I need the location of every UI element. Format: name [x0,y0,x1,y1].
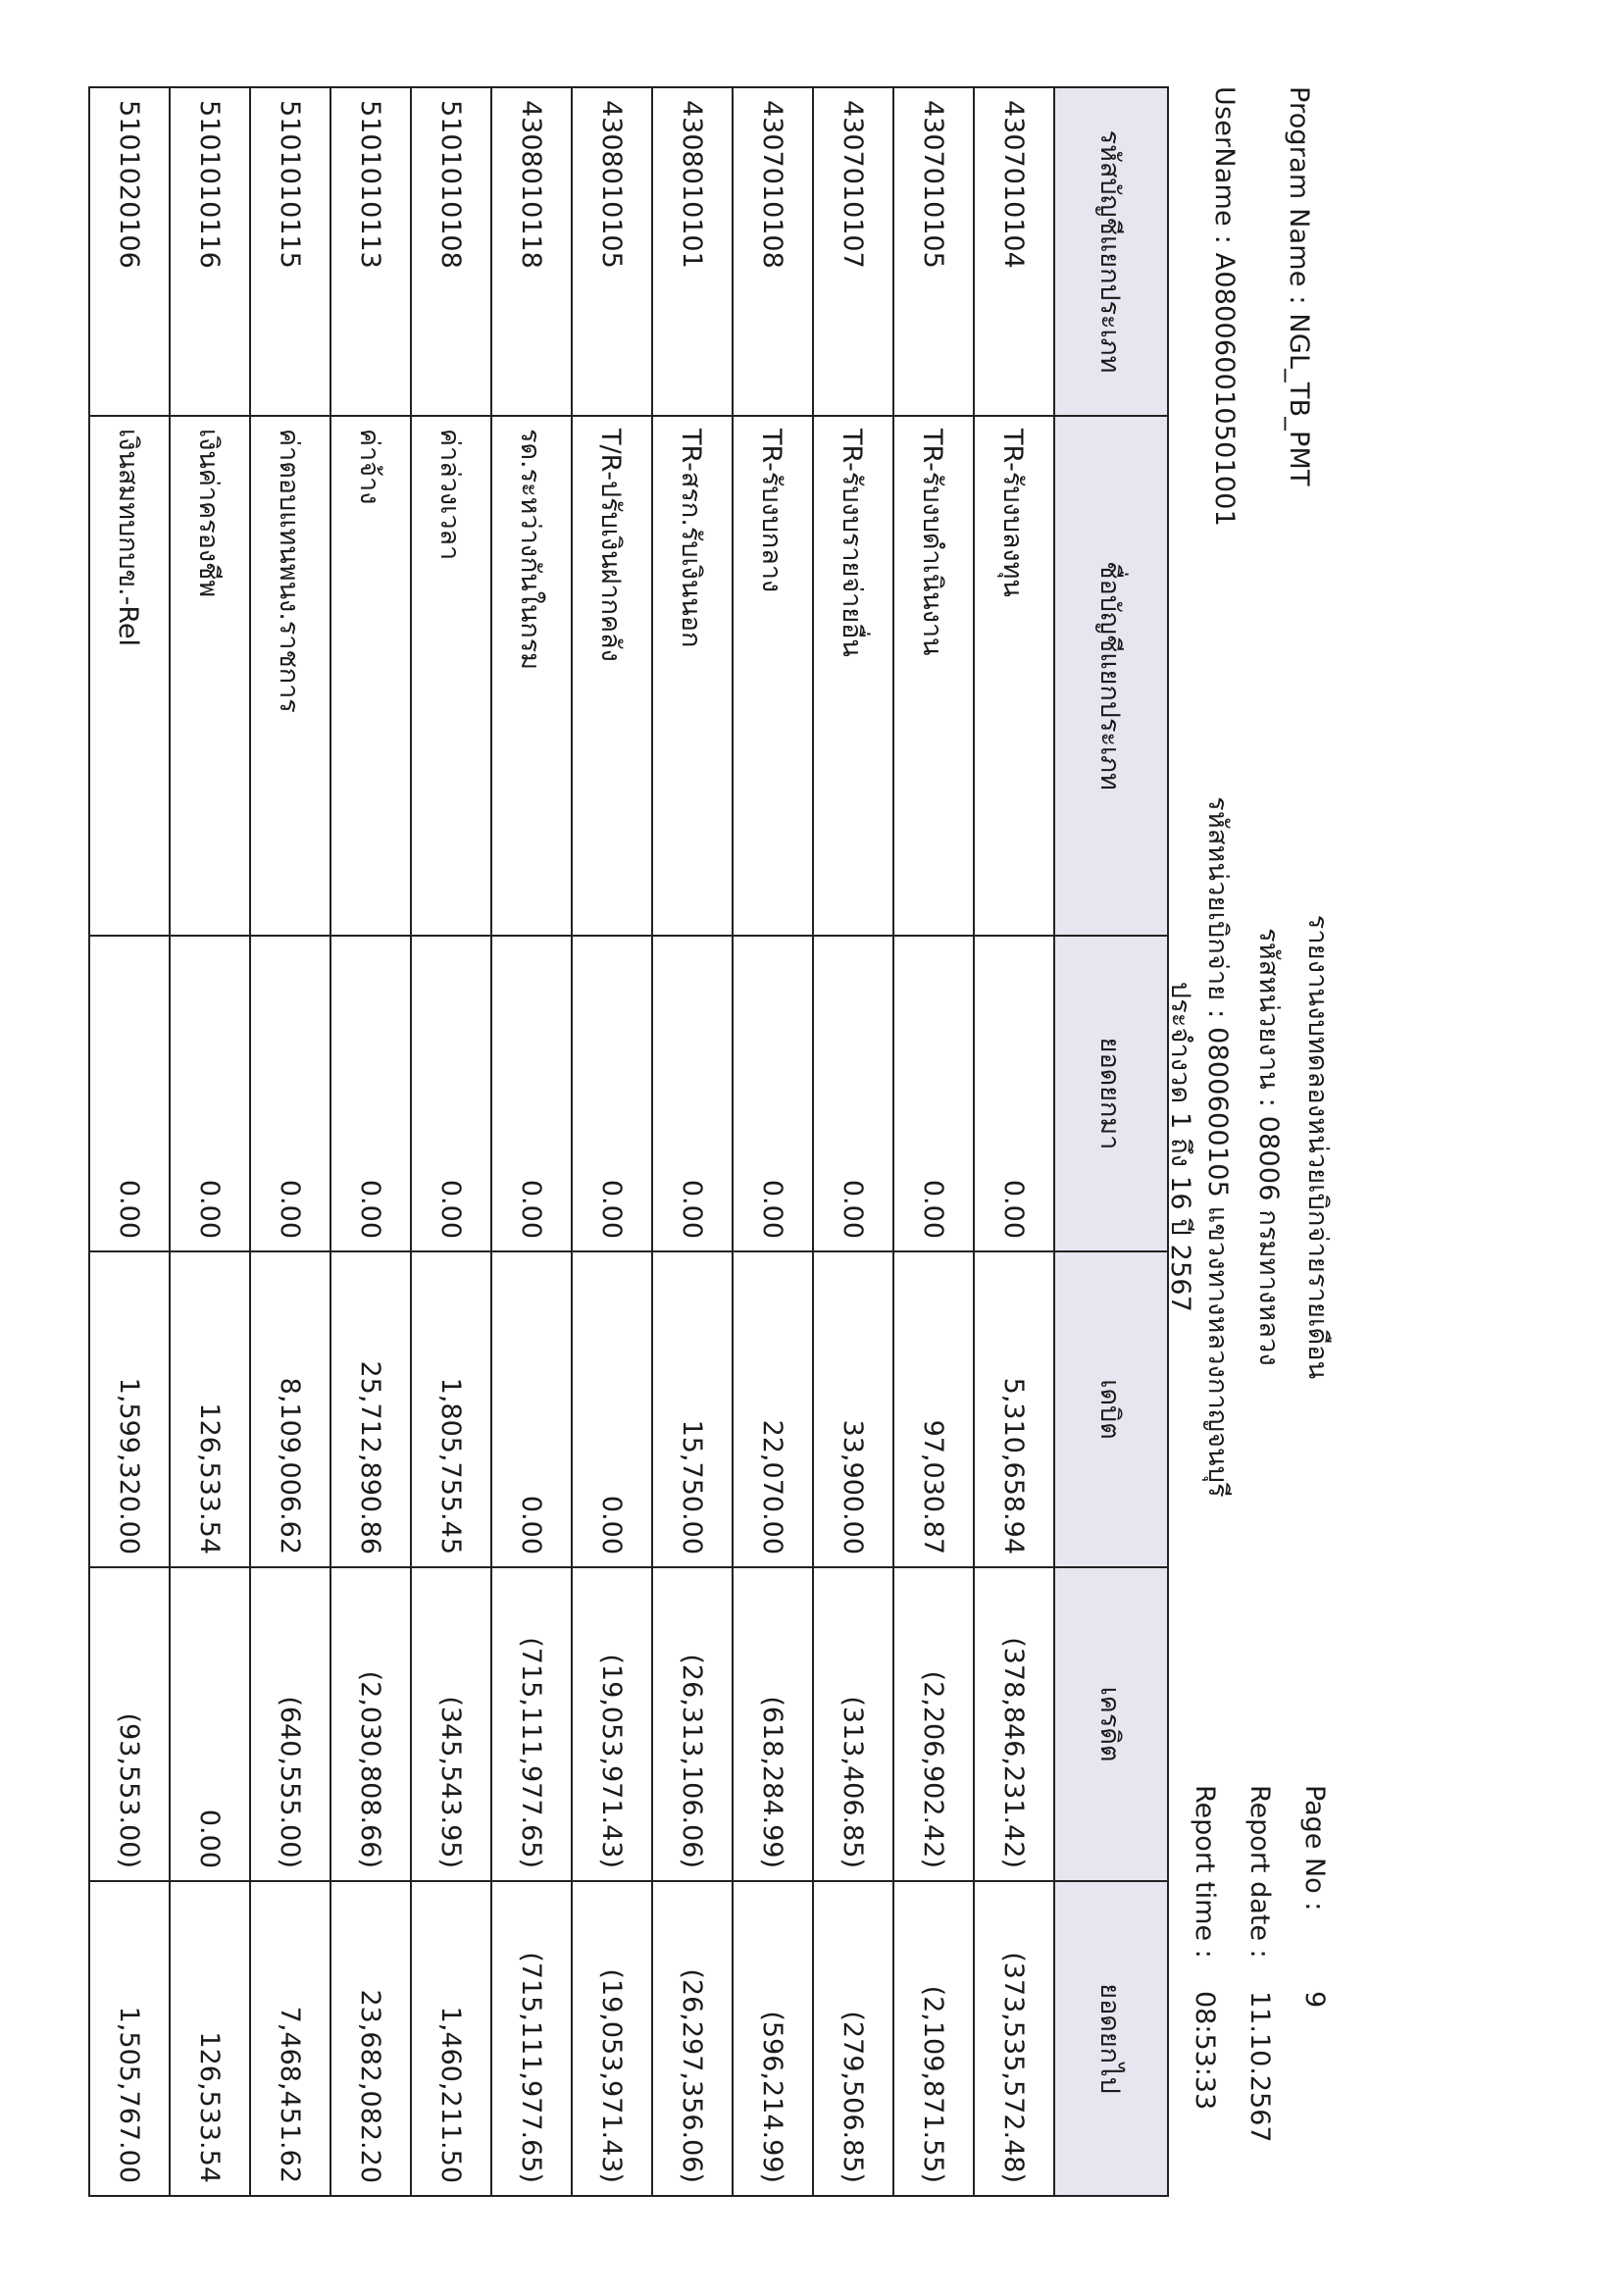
debit: 0.00 [491,1251,572,1567]
account-code: 4308010105 [572,87,652,416]
closing-balance: (596,214.99) [733,1881,813,2196]
debit: 5,310,658.94 [974,1251,1054,1567]
closing-balance: (279,506.85) [813,1881,893,2196]
closing-balance: 126,533.54 [170,1881,250,2196]
debit: 97,030.87 [893,1251,974,1567]
opening-balance: 0.00 [733,936,813,1251]
opening-balance: 0.00 [813,936,893,1251]
opening-balance: 0.00 [89,936,170,1251]
credit: (618,284.99) [733,1567,813,1881]
opening-balance: 0.00 [330,936,411,1251]
credit: (26,313,106.06) [652,1567,733,1881]
table-row [733,87,813,2196]
closing-balance: 23,682,082.20 [330,1881,411,2196]
debit: 22,070.00 [733,1251,813,1567]
account-code: 5101010108 [411,87,491,416]
account-code: 4307010107 [813,87,893,416]
table-row [813,87,893,2196]
report-date-value: 11.10.2567 [1244,1991,1275,2143]
col-header-debit: เดบิต [1054,1251,1168,1567]
credit: (19,053,971.43) [572,1567,652,1881]
debit: 126,533.54 [170,1251,250,1567]
debit: 25,712,890.86 [330,1251,411,1567]
account-name: TR-สรก.รับเงินนอก [652,416,733,936]
table-row [170,87,250,2196]
page-no-label: Page No : [1299,1785,1330,1912]
username: UserName : A080060010501001 [1209,86,1240,528]
account-name: ค่าตอบแทนพนง.ราชการ [250,416,330,936]
closing-balance: (373,535,572.48) [974,1881,1054,2196]
agency-code: รหัสหน่วยงาน : 08006 กรมทางหลวง [1253,928,1284,1366]
account-code: 5101020106 [89,87,170,416]
credit: (313,406.85) [813,1567,893,1881]
table-row [491,87,572,2196]
account-name: เงินค่าครองชีพ [170,416,250,936]
col-header-account-name: ชื่อบัญชีแยกประเภท [1054,416,1168,936]
credit: (715,111,977.65) [491,1567,572,1881]
col-header-closing-balance: ยอดยกไป [1054,1881,1168,2196]
credit: (640,555.00) [250,1567,330,1881]
account-name: TR-รับงบลงทุน [974,416,1054,936]
debit: 15,750.00 [652,1251,733,1567]
debit: 8,109,006.62 [250,1251,330,1567]
debit: 1,805,755.45 [411,1251,491,1567]
account-code: 5101010113 [330,87,411,416]
table-row [250,87,330,2196]
program-name: Program Name : NGL_TB_PMT [1284,86,1314,486]
opening-balance: 0.00 [652,936,733,1251]
opening-balance: 0.00 [411,936,491,1251]
account-code: 4307010105 [893,87,974,416]
table-row [652,87,733,2196]
table-header-row [1054,87,1168,2196]
account-name: ค่าจ้าง [330,416,411,936]
account-name: TR-รับงบดำเนินงาน [893,416,974,936]
opening-balance: 0.00 [170,936,250,1251]
credit: (2,030,808.66) [330,1567,411,1881]
credit: 0.00 [170,1567,250,1881]
account-code: 5101010115 [250,87,330,416]
account-name: TR-รับงบกลาง [733,416,813,936]
account-name: เงินสมทบกบข.-Rel [89,416,170,936]
opening-balance: 0.00 [893,936,974,1251]
credit: (345,543.95) [411,1567,491,1881]
report-time-value: 08:53:33 [1190,1991,1220,2111]
account-code: 4308010101 [652,87,733,416]
report-period-line: ประจำงวด 1 ถึง 16 ปี 2567 [1165,981,1195,1313]
col-header-opening-balance: ยอดยกมา [1054,936,1168,1251]
closing-balance: 7,468,451.62 [250,1881,330,2196]
opening-balance: 0.00 [974,936,1054,1251]
debit: 1,599,320.00 [89,1251,170,1567]
table-row [330,87,411,2196]
closing-balance: (19,053,971.43) [572,1881,652,2196]
account-code: 5101010116 [170,87,250,416]
opening-balance: 0.00 [250,936,330,1251]
disbursement-unit: รหัสหน่วยเบิกจ่าย : 0800600105 แขวงทางหลวงกาญจนบุรี [1202,796,1233,1498]
credit: (378,846,231.42) [974,1567,1054,1881]
debit: 0.00 [572,1251,652,1567]
account-code: 4308010118 [491,87,572,416]
table-row [572,87,652,2196]
report-title: รายงานงบทดลองหน่วยเบิกจ่ายรายเดือน [1302,914,1333,1380]
report-time-label: Report time : [1190,1785,1220,1959]
credit: (93,553.00) [89,1567,170,1881]
table-row [89,87,170,2196]
opening-balance: 0.00 [491,936,572,1251]
account-name: TR-รับงบรายจ่ายอื่น [813,416,893,936]
table-row [411,87,491,2196]
closing-balance: (2,109,871.55) [893,1881,974,2196]
closing-balance: (26,297,356.06) [652,1881,733,2196]
closing-balance: (715,111,977.65) [491,1881,572,2196]
closing-balance: 1,505,767.00 [89,1881,170,2196]
account-name: T/R-ปรับเงินฝากคลัง [572,416,652,936]
col-header-account-code: รหัสบัญชีแยกประเภท [1054,87,1168,416]
report-date-label: Report date : [1244,1785,1275,1959]
col-header-credit: เครดิต [1054,1567,1168,1881]
account-code: 4307010104 [974,87,1054,416]
account-name: รด.ระหว่างกันในกรม [491,416,572,936]
page-no-value: 9 [1299,1991,1330,2009]
account-code: 4307010108 [733,87,813,416]
account-name: ค่าล่วงเวลา [411,416,491,936]
opening-balance: 0.00 [572,936,652,1251]
debit: 33,900.00 [813,1251,893,1567]
credit: (2,206,902.42) [893,1567,974,1881]
table-row [974,87,1054,2196]
trial-balance-table [88,86,1169,2197]
closing-balance: 1,460,211.50 [411,1881,491,2196]
table-row [893,87,974,2196]
